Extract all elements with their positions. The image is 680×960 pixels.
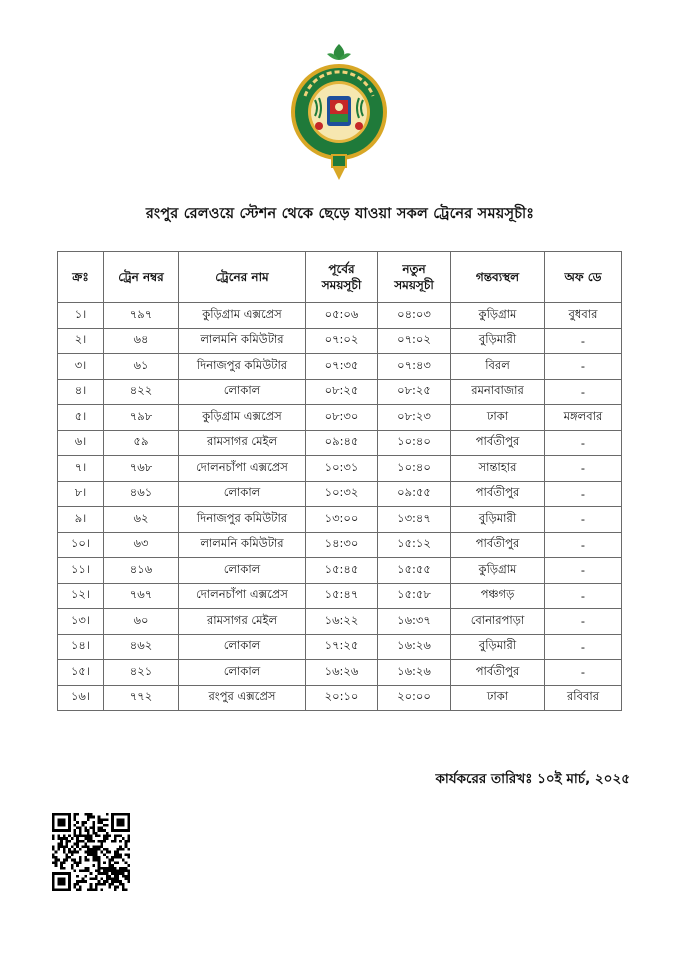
- cell-train-name: কুড়িগ্রাম এক্সপ্রেস: [179, 405, 306, 431]
- effective-date: কার্যকরের তারিখঃ ১০ই মার্চ, ২০২৫: [435, 771, 630, 787]
- cell-train-no: ৭৬৮: [104, 456, 179, 482]
- cell-train-no: ৬২: [104, 507, 179, 533]
- cell-old-time: ০৮:২৫: [306, 379, 378, 405]
- cell-new-time: ০৮:২৫: [378, 379, 451, 405]
- col-header-new-time: [378, 252, 451, 303]
- cell-old-time: ১০:৩১: [306, 456, 378, 482]
- cell-train-name: দোলনচাঁপা এক্সপ্রেস: [179, 456, 306, 482]
- cell-sl: ১৬।: [58, 685, 104, 711]
- page-title: রংপুর রেলওয়ে স্টেশন থেকে ছেড়ে যাওয়া সকল ট্রেনের সময়সূচীঃ: [145, 206, 535, 222]
- cell-destination: ঢাকা: [451, 685, 545, 711]
- cell-new-time: ১৬:৩৭: [378, 609, 451, 635]
- table-row: [58, 303, 622, 329]
- cell-destination: পঞ্চগড়: [451, 583, 545, 609]
- cell-off-day: -: [545, 583, 622, 609]
- cell-destination: ঢাকা: [451, 405, 545, 431]
- col-header-sl: ক্রঃ: [58, 252, 104, 303]
- train-schedule-table: [57, 251, 622, 711]
- cell-train-no: ৪২১: [104, 660, 179, 686]
- cell-sl: ১৪।: [58, 634, 104, 660]
- cell-train-no: ৬০: [104, 609, 179, 635]
- cell-train-name: লোকাল: [179, 660, 306, 686]
- table-row: [58, 634, 622, 660]
- cell-train-name: দিনাজপুর কমিউটার: [179, 507, 306, 533]
- cell-sl: ১২।: [58, 583, 104, 609]
- col-header-old-time-line1: পূর্বের: [328, 262, 355, 276]
- table-row: [58, 430, 622, 456]
- table-row: [58, 328, 622, 354]
- table-row: [58, 583, 622, 609]
- cell-train-name: রামসাগর মেইল: [179, 609, 306, 635]
- cell-train-no: ৫৯: [104, 430, 179, 456]
- col-header-destination: গন্তব্যস্থল: [451, 252, 545, 303]
- cell-off-day: -: [545, 532, 622, 558]
- cell-train-name: কুড়িগ্রাম এক্সপ্রেস: [179, 303, 306, 329]
- cell-destination: পার্বতীপুর: [451, 481, 545, 507]
- col-header-off-day: অফ ডে: [545, 252, 622, 303]
- cell-destination: বুড়িমারী: [451, 634, 545, 660]
- col-header-train-no: ট্রেন নম্বর: [104, 252, 179, 303]
- bangladesh-railway-emblem-icon: [289, 40, 389, 182]
- table-row: [58, 558, 622, 584]
- cell-sl: ১৩।: [58, 609, 104, 635]
- cell-old-time: ১০:৩২: [306, 481, 378, 507]
- cell-destination: সান্তাহার: [451, 456, 545, 482]
- cell-destination: কুড়িগ্রাম: [451, 558, 545, 584]
- cell-train-no: ৪২২: [104, 379, 179, 405]
- cell-off-day: বুধবার: [545, 303, 622, 329]
- cell-sl: ৯।: [58, 507, 104, 533]
- cell-sl: ৬।: [58, 430, 104, 456]
- cell-destination: কুড়িগ্রাম: [451, 303, 545, 329]
- cell-old-time: ০৮:৩০: [306, 405, 378, 431]
- cell-train-name: দোলনচাঁপা এক্সপ্রেস: [179, 583, 306, 609]
- cell-sl: ২।: [58, 328, 104, 354]
- cell-train-no: ৭৯৮: [104, 405, 179, 431]
- table-row: [58, 379, 622, 405]
- cell-off-day: -: [545, 634, 622, 660]
- cell-old-time: ০৭:০২: [306, 328, 378, 354]
- col-header-new-time-line1: নতুন: [402, 262, 426, 276]
- cell-train-no: ৬৩: [104, 532, 179, 558]
- cell-destination: বুড়িমারী: [451, 328, 545, 354]
- cell-sl: ১০।: [58, 532, 104, 558]
- cell-new-time: ১৬:২৬: [378, 660, 451, 686]
- table-row: [58, 532, 622, 558]
- cell-old-time: ১৫:৪৭: [306, 583, 378, 609]
- cell-new-time: ০৭:৪৩: [378, 354, 451, 380]
- cell-destination: পার্বতীপুর: [451, 430, 545, 456]
- cell-sl: ৫।: [58, 405, 104, 431]
- cell-old-time: ০৯:৪৫: [306, 430, 378, 456]
- cell-old-time: ০৭:৩৫: [306, 354, 378, 380]
- cell-train-name: লোকাল: [179, 558, 306, 584]
- cell-off-day: -: [545, 558, 622, 584]
- cell-train-no: ৭৭২: [104, 685, 179, 711]
- cell-old-time: ১৪:৩০: [306, 532, 378, 558]
- cell-train-name: রংপুর এক্সপ্রেস: [179, 685, 306, 711]
- table-row: [58, 685, 622, 711]
- table-row: [58, 507, 622, 533]
- cell-old-time: ১৬:২৬: [306, 660, 378, 686]
- cell-sl: ৩।: [58, 354, 104, 380]
- table-row: [58, 405, 622, 431]
- cell-train-name: দিনাজপুর কমিউটার: [179, 354, 306, 380]
- cell-sl: ৮।: [58, 481, 104, 507]
- cell-off-day: -: [545, 481, 622, 507]
- cell-train-no: ৭৬৭: [104, 583, 179, 609]
- cell-destination: রমনাবাজার: [451, 379, 545, 405]
- table-row: [58, 481, 622, 507]
- cell-train-name: লোকাল: [179, 634, 306, 660]
- cell-new-time: ০৮:২৩: [378, 405, 451, 431]
- cell-off-day: -: [545, 609, 622, 635]
- cell-new-time: ১৫:৫৮: [378, 583, 451, 609]
- cell-old-time: ২০:১০: [306, 685, 378, 711]
- cell-train-no: ৪৬১: [104, 481, 179, 507]
- cell-destination: বোনারপাড়া: [451, 609, 545, 635]
- cell-destination: পার্বতীপুর: [451, 660, 545, 686]
- cell-off-day: -: [545, 354, 622, 380]
- cell-destination: বিরল: [451, 354, 545, 380]
- cell-destination: পার্বতীপুর: [451, 532, 545, 558]
- cell-new-time: ২০:০০: [378, 685, 451, 711]
- col-header-new-time-line2: সময়সূচী: [394, 278, 434, 292]
- cell-old-time: ১৬:২২: [306, 609, 378, 635]
- cell-off-day: রবিবার: [545, 685, 622, 711]
- cell-sl: ১।: [58, 303, 104, 329]
- cell-off-day: মঙ্গলবার: [545, 405, 622, 431]
- cell-train-name: রামসাগর মেইল: [179, 430, 306, 456]
- cell-sl: ১৫।: [58, 660, 104, 686]
- cell-train-no: ৬১: [104, 354, 179, 380]
- qr-code-icon: [52, 813, 130, 891]
- table-row: [58, 609, 622, 635]
- cell-off-day: -: [545, 430, 622, 456]
- table-row: [58, 660, 622, 686]
- cell-new-time: ১০:৪০: [378, 456, 451, 482]
- cell-train-name: লালমনি কমিউটার: [179, 328, 306, 354]
- table-header-row: [58, 252, 622, 303]
- cell-off-day: -: [545, 507, 622, 533]
- cell-sl: ১১।: [58, 558, 104, 584]
- cell-train-no: ৭৯৭: [104, 303, 179, 329]
- col-header-old-time-line2: সময়সূচী: [321, 278, 362, 292]
- cell-new-time: ১৩:৪৭: [378, 507, 451, 533]
- col-header-train-name: ট্রেনের নাম: [179, 252, 306, 303]
- cell-destination: বুড়িমারী: [451, 507, 545, 533]
- cell-train-name: লোকাল: [179, 481, 306, 507]
- cell-train-name: লালমনি কমিউটার: [179, 532, 306, 558]
- cell-off-day: -: [545, 379, 622, 405]
- cell-sl: ৪।: [58, 379, 104, 405]
- cell-old-time: ১৩:০০: [306, 507, 378, 533]
- cell-off-day: -: [545, 660, 622, 686]
- col-header-old-time: [306, 252, 378, 303]
- cell-off-day: -: [545, 328, 622, 354]
- cell-old-time: ১৭:২৫: [306, 634, 378, 660]
- table-row: [58, 456, 622, 482]
- cell-new-time: ১৫:১২: [378, 532, 451, 558]
- cell-train-no: ৪৬২: [104, 634, 179, 660]
- cell-new-time: ১৬:২৬: [378, 634, 451, 660]
- cell-old-time: ১৫:৪৫: [306, 558, 378, 584]
- cell-new-time: ০৯:৫৫: [378, 481, 451, 507]
- cell-new-time: ১০:৪০: [378, 430, 451, 456]
- table-row: [58, 354, 622, 380]
- cell-new-time: ০৪:০৩: [378, 303, 451, 329]
- cell-new-time: ০৭:০২: [378, 328, 451, 354]
- cell-new-time: ১৫:৫৫: [378, 558, 451, 584]
- cell-off-day: -: [545, 456, 622, 482]
- cell-sl: ৭।: [58, 456, 104, 482]
- cell-train-no: ৬৪: [104, 328, 179, 354]
- cell-old-time: ০৫:০৬: [306, 303, 378, 329]
- cell-train-no: ৪১৬: [104, 558, 179, 584]
- cell-train-name: লোকাল: [179, 379, 306, 405]
